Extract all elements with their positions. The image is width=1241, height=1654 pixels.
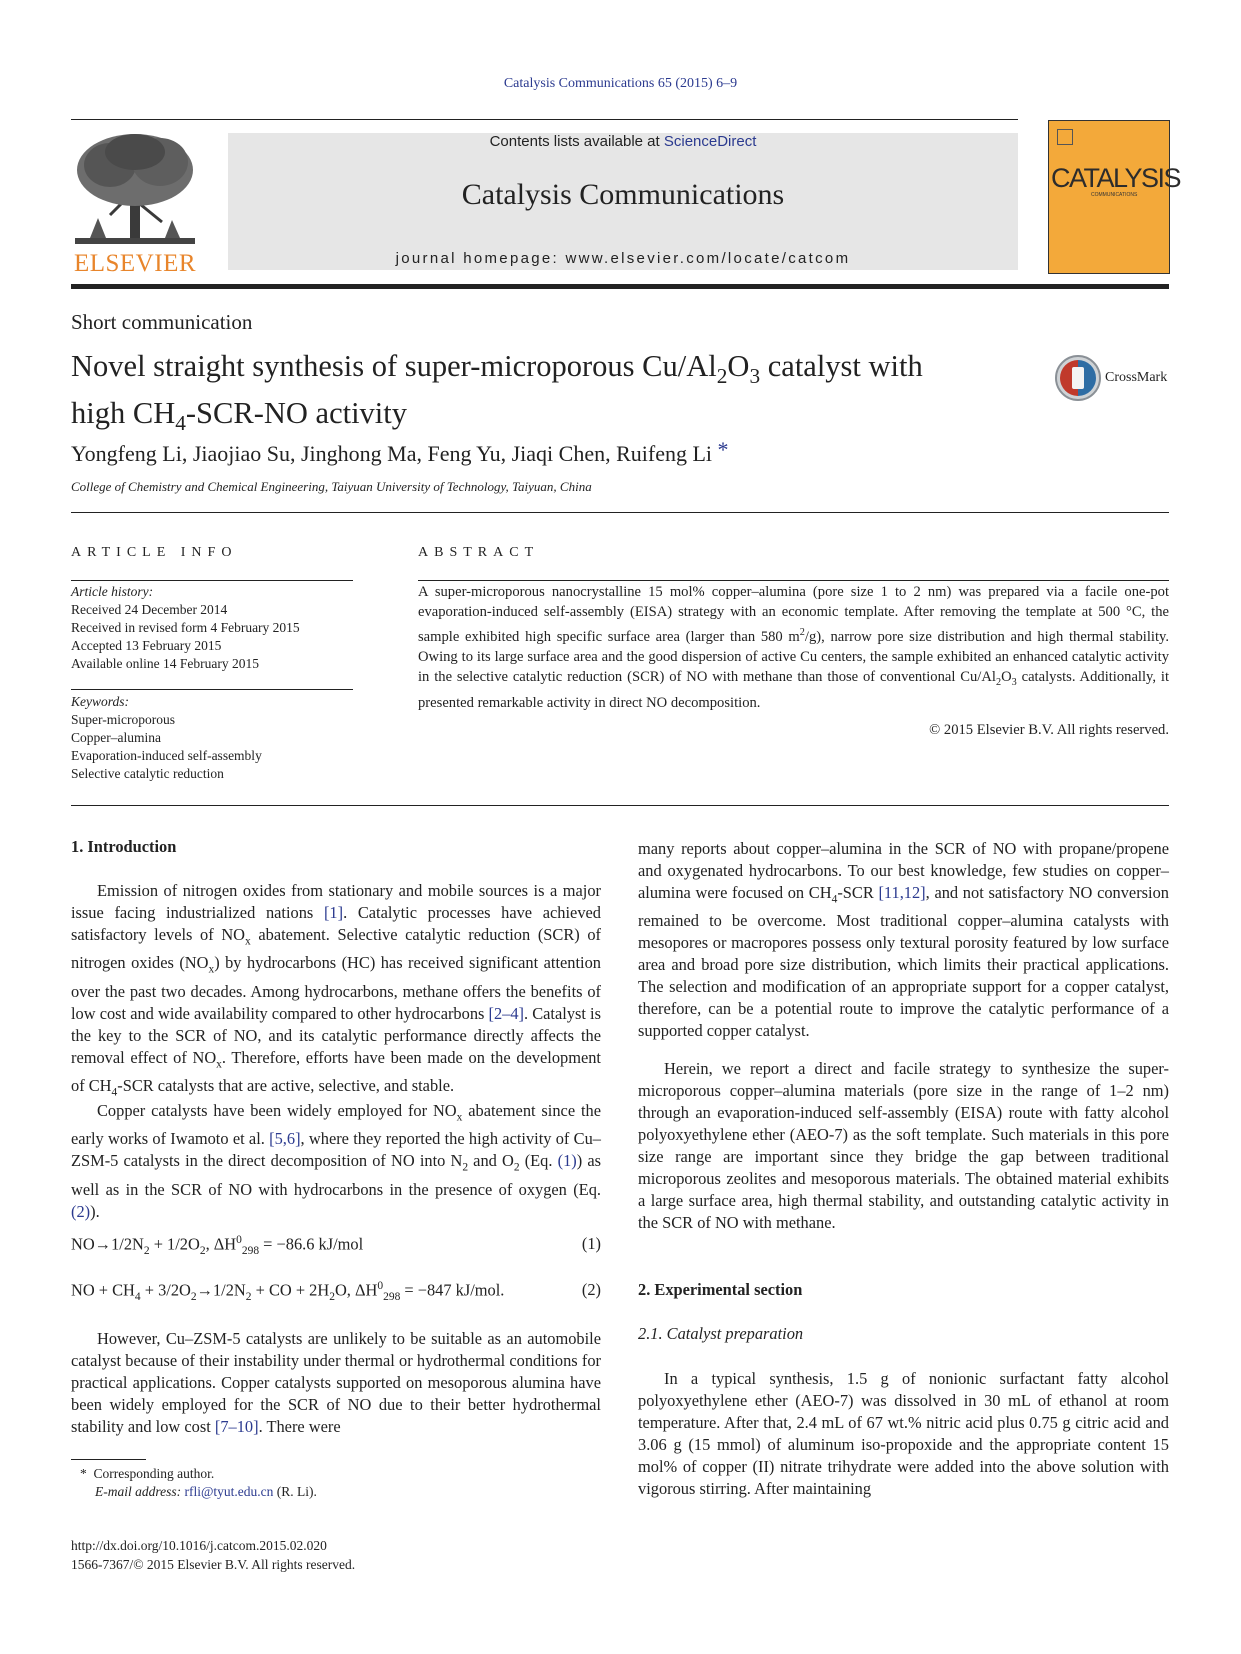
title-sub: 3: [749, 364, 761, 389]
history-label: Article history:: [71, 584, 154, 599]
article-title: [71, 348, 923, 442]
title-line-2: [71, 395, 923, 442]
citation-link[interactable]: [5,6]: [269, 1129, 301, 1149]
sciencedirect-link[interactable]: ScienceDirect: [663, 133, 757, 150]
keyword-item: Selective catalytic reduction: [71, 766, 224, 781]
text-run: , where they reported the high activity of Cu–ZSM-5 catalysts in the direct decomposition of NO into N: [71, 1129, 601, 1171]
subscript: 2: [329, 1290, 335, 1303]
abstract-heading: ABSTRACT: [418, 545, 540, 560]
title-sub: 4: [175, 411, 186, 436]
text-run: -SCR: [837, 883, 879, 902]
right-paragraph-3: [638, 1368, 1169, 1500]
text-run: abatement. Selective catalytic reduction (SCR) of nitrogen oxides (NO: [71, 925, 602, 973]
title-text: catalyst with: [760, 349, 923, 383]
text-run: + 3/2O: [140, 1280, 191, 1300]
equation-2-number: (2): [581, 1280, 601, 1299]
subscript: 2: [190, 1290, 197, 1303]
elsevier-tree-icon: [70, 130, 200, 248]
subscript: 2: [143, 1244, 150, 1257]
equation-2: [71, 1280, 504, 1303]
citation-link[interactable]: [7–10]: [214, 1417, 259, 1436]
text-run: In a typical synthesis, 1.5 g of nonionic surfactant fatty alcohol polyoxyethylene ether (AEO-7) was dissolved in 30 mL of ethanol at room temperature. After that, 2.4 mL of 67 wt.% nitric acid plus 0.75 g citric acid and 3.06 g (15 mmol) of aluminum iso-propoxide and the appropriate content 15 mol% of copper (II) nitrate trihydrate were added into the above solution with vigorous stirring. After maintaining: [638, 1369, 1169, 1498]
right-paragraph-2: [638, 1058, 1169, 1234]
article-type: Short communication: [71, 310, 253, 334]
subscript: 298: [383, 1290, 401, 1303]
abstract-part: A super-microporous nanocrystalline 15 mol% copper–alumina (pore size 1 to 2 nm) was prepared via a facile one-pot evaporation-induced self-assembly (EISA) strategy with an economic template. After removing the template at 500 °C, the sample exhibited high specific surface area (larger than 580 m: [418, 584, 1169, 645]
history-item: Available online 14 February 2015: [71, 656, 259, 671]
text-run: ) as well as in the SCR of NO with hydrocarbons in the presence of oxygen (Eq.: [71, 1151, 601, 1199]
cover-emblem-icon: [1057, 129, 1073, 145]
subscript: x: [245, 935, 251, 948]
text-run: Emission of nitrogen oxides from stationary and mobile sources is a major issue facing industrialized nations: [71, 881, 601, 922]
elsevier-wordmark: ELSEVIER: [73, 250, 197, 277]
abstract-part: catalysts. Additionally, it presented remarkable activity in direct NO decomposition.: [418, 669, 1170, 712]
info-rule-2: [71, 689, 353, 690]
affiliation-rule: [71, 512, 1169, 513]
text-run: + 1/2O: [149, 1234, 200, 1254]
text-run: , and not satisfactory NO conversion remained to be overcome. Most traditional copper–alumina catalysts with mesopores or macropores possess only textural porosity featured by low surface area and broad pore size distribution, which limits their practical applications. The selection and modification of an appropriate support for a copper catalyst, therefore, can be a potential route to improve the catalytic performance of a supported copper catalyst.: [638, 883, 1169, 1041]
text-run: . Catalyst is the key to the SCR of NO, and its catalytic performance directly affects the removal effect of NO: [71, 1003, 601, 1067]
footnote-text: Corresponding author.: [93, 1466, 215, 1481]
body-separator-rule: [71, 805, 1169, 806]
citation-link[interactable]: [11,12]: [878, 883, 926, 902]
corresponding-author-link[interactable]: *: [717, 437, 729, 462]
abstract-sup: 2: [799, 626, 805, 638]
abstract-rule: [418, 580, 1169, 581]
keyword-item: Copper–alumina: [71, 730, 161, 745]
abstract-sub: 3: [1011, 676, 1017, 688]
text-run: NO→1/2N: [71, 1234, 144, 1254]
title-line-1: [71, 348, 923, 395]
text-run: abatement since the early works of Iwamoto et al.: [71, 1101, 601, 1149]
cover-title: CATALYSIS: [1051, 163, 1181, 193]
header-top-rule: [71, 119, 1018, 120]
text-run: However, Cu–ZSM-5 catalysts are unlikely to be suitable as an automobile catalyst because of their instability under thermal or hydrothermal conditions for practical applications. Copper catalysts supported on mesoporous alumina have been widely employed for the SCR of NO due to their better hydrothermal stability and low cost: [71, 1329, 601, 1436]
subscript: x: [456, 1111, 463, 1124]
subscript: 4: [831, 893, 838, 906]
citation-link[interactable]: [1]: [323, 903, 344, 922]
text-run: , ΔH: [205, 1234, 237, 1254]
title-text: -SCR-NO activity: [185, 396, 408, 431]
article-history: [71, 583, 353, 673]
abstract-part: /g), narrow pore size distribution and high thermal stability. Owing to its large surface area and the good dispersion of active Cu centers, the sample exhibited an enhanced catalytic activity in the selective catalytic reduction (SCR) of NO with methane than those of conventional Cu/Al: [418, 628, 1169, 686]
subscript: 2: [199, 1244, 206, 1257]
article-info-heading: ARTICLE INFO: [71, 545, 238, 560]
text-run: NO + CH: [71, 1280, 135, 1300]
citation-link[interactable]: (1): [557, 1151, 577, 1171]
intro-paragraph-2: [71, 1100, 601, 1223]
subscript: 2: [245, 1290, 252, 1303]
issn-line: 1566-7367/© 2015 Elsevier B.V. All rights reserved.: [71, 1557, 356, 1572]
text-run: Copper catalysts have been widely employed for NO: [97, 1101, 457, 1120]
text-run: = −86.6 kJ/mol: [259, 1234, 364, 1254]
contents-prefix: Contents lists available at: [489, 133, 664, 150]
abstract-part: O: [1001, 669, 1012, 686]
text-run: Herein, we report a direct and facile strategy to synthesize the super-microporous copper–alumina materials (pore size in the range of 1–2 nm) through an evaporation-induced self-assembly (EISA) route with fatty alcohol polyoxyethylene ether (AEO-7) as the soft template. Such materials in this pore size range are important since they bridge the gap between traditional microporous zeolites and mesoporous materials. The obtained material exhibits a large surface area, high thermal stability, and outstanding catalytic activity in the SCR of NO with methane.: [638, 1059, 1169, 1232]
history-item: Received 24 December 2014: [71, 602, 228, 617]
text-run: →1/2N: [196, 1280, 246, 1300]
intro-heading: 1. Introduction: [71, 837, 177, 856]
text-run: many reports about copper–alumina in the SCR of NO with propane/propene and oxygenated hydrocarbons. To our best knowledge, few studies on copper–alumina were focused on CH: [638, 839, 1169, 902]
authors: [71, 437, 729, 467]
keyword-item: Evaporation-induced self-assembly: [71, 748, 262, 763]
intro-paragraph-1: [71, 880, 601, 1103]
affiliation: College of Chemistry and Chemical Engineering, Taiyuan University of Technology, Taiyuan, China: [71, 479, 592, 494]
subscript: 4: [111, 1086, 118, 1099]
experimental-heading: 2. Experimental section: [638, 1280, 803, 1299]
keywords: [71, 693, 353, 783]
journal-citation[interactable]: Catalysis Communications 65 (2015) 6–9: [503, 76, 738, 91]
text-run: and O: [468, 1151, 514, 1171]
email-suffix: (R. Li).: [273, 1484, 317, 1499]
text-run: (Eq.: [519, 1151, 558, 1171]
superscript: 0: [377, 1280, 384, 1292]
history-item: Received in revised form 4 February 2015: [71, 620, 300, 635]
text-run: . Catalytic processes have achieved satisfactory levels of NO: [71, 903, 601, 944]
email-label: E-mail address:: [95, 1484, 185, 1499]
text-run: = −847 kJ/mol.: [400, 1280, 505, 1300]
text-run: ) by hydrocarbons (HC) has received significant attention over the past two decades. Among hydrocarbons, methane offers the benefits of low cost and wide availability compared to other hydrocarbons: [71, 953, 601, 1023]
text-run: ).: [90, 1201, 100, 1221]
citation-link[interactable]: [2–4]: [488, 1003, 525, 1023]
intro-paragraph-3: [71, 1328, 601, 1438]
subscript: 298: [241, 1244, 260, 1257]
citation-link[interactable]: (2): [71, 1201, 91, 1221]
abstract-sub: 2: [995, 676, 1002, 688]
crossmark-label: CrossMark: [1105, 370, 1168, 385]
title-text: O: [727, 349, 750, 383]
text-run: O, ΔH: [334, 1280, 378, 1300]
footnote-rule: [71, 1459, 146, 1460]
keyword-item: Super-microporous: [71, 712, 175, 727]
header-thick-rule: [71, 284, 1169, 289]
journal-cover[interactable]: [1048, 120, 1181, 274]
text-run: -SCR catalysts that are active, selective, and stable.: [117, 1075, 455, 1095]
superscript: 0: [236, 1234, 242, 1246]
title-sub: 2: [716, 364, 728, 389]
history-item: Accepted 13 February 2015: [71, 638, 222, 653]
text-run: . There were: [258, 1417, 341, 1436]
equation-1-number: (1): [581, 1234, 601, 1253]
abstract-text: [418, 582, 1169, 714]
journal-homepage[interactable]: journal homepage: www.elsevier.com/locate/catcom: [395, 250, 851, 267]
contents-line: [228, 133, 1018, 150]
equation-1: [71, 1234, 363, 1257]
text-run: . Therefore, efforts have been made on the development of CH: [71, 1047, 601, 1095]
info-rule-1: [71, 580, 353, 581]
crossmark-icon: [1054, 354, 1102, 402]
doi-link[interactable]: http://dx.doi.org/10.1016/j.catcom.2015.02.020: [71, 1538, 327, 1553]
footnote-star: *: [80, 1466, 87, 1481]
title-text: Novel straight synthesis of super-microporous Cu/Al: [71, 349, 717, 383]
abstract-copyright: © 2015 Elsevier B.V. All rights reserved.: [929, 722, 1169, 738]
keywords-label: Keywords:: [71, 694, 129, 709]
footnote-email: [95, 1483, 317, 1501]
cover-subtitle: COMMUNICATIONS: [1091, 192, 1138, 198]
journal-title: Catalysis Communications: [461, 178, 785, 211]
crossmark-badge[interactable]: [1054, 354, 1167, 402]
footnote-corresponding: [80, 1465, 214, 1483]
title-text: high CH: [71, 396, 176, 431]
subscript: 2: [462, 1161, 469, 1174]
subscript: 4: [134, 1290, 141, 1303]
catalyst-prep-heading: 2.1. Catalyst preparation: [638, 1324, 804, 1343]
email-link[interactable]: rfli@tyut.edu.cn: [184, 1484, 274, 1499]
subscript: 2: [513, 1161, 520, 1174]
author-list: Yongfeng Li, Jiaojiao Su, Jinghong Ma, Feng Yu, Jiaqi Chen, Ruifeng Li: [71, 441, 713, 466]
subscript: x: [216, 1057, 222, 1070]
right-paragraph-1: [638, 838, 1169, 1042]
elsevier-logo[interactable]: [70, 130, 200, 275]
text-run: + CO + 2H: [251, 1280, 330, 1300]
subscript: x: [208, 963, 215, 976]
